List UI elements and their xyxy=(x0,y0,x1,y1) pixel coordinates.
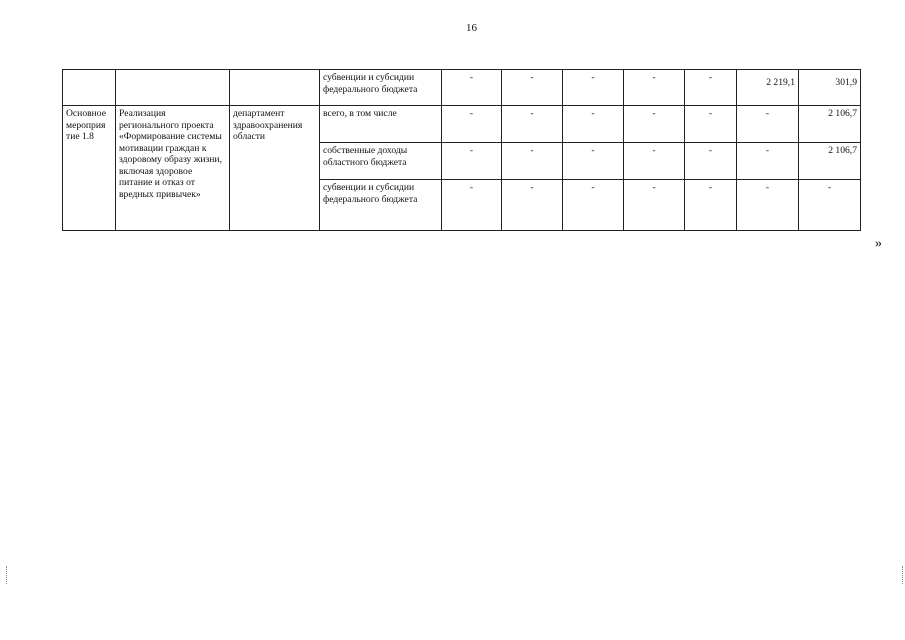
value-cell: - xyxy=(563,106,624,143)
value-cell: 301,9 xyxy=(799,70,861,106)
scan-edge-mark-right xyxy=(902,566,904,584)
table-row xyxy=(63,106,861,143)
table-row xyxy=(63,70,861,106)
value-cell: - xyxy=(685,180,737,231)
page-number: 16 xyxy=(466,22,477,34)
executor-cell xyxy=(230,70,320,106)
value-cell: - xyxy=(737,180,799,231)
value-cell: - xyxy=(442,70,502,106)
executor-cell: департамент здравоохранения области xyxy=(230,106,320,231)
value-cell: - xyxy=(563,70,624,106)
measure-name-cell: Реализация регионального проекта «Формирование системы мотивации граждан к здоровому образу жизни, включая здоровое питание и отказ от вредных привычек» xyxy=(116,106,230,231)
value-cell: 2 219,1 xyxy=(737,70,799,106)
value-cell: - xyxy=(442,143,502,180)
measure-code-cell: Основное мероприя тие 1.8 xyxy=(63,106,116,231)
value-cell: - xyxy=(563,180,624,231)
value-cell: - xyxy=(624,70,685,106)
value-cell: - xyxy=(685,70,737,106)
funding-source-cell: субвенции и субсидии федерального бюджета xyxy=(320,70,442,106)
value-cell: - xyxy=(624,180,685,231)
budget-table xyxy=(62,69,861,231)
measure-code-cell xyxy=(63,70,116,106)
value-cell: - xyxy=(737,106,799,143)
value-cell: - xyxy=(502,106,563,143)
value-cell: - xyxy=(737,143,799,180)
funding-source-cell: субвенции и субсидии федерального бюджета xyxy=(320,180,442,231)
value-cell: - xyxy=(502,70,563,106)
value-cell: - xyxy=(442,106,502,143)
value-cell: - xyxy=(685,143,737,180)
value-cell: - xyxy=(442,180,502,231)
value-cell: 2 106,7 xyxy=(799,143,861,180)
value-cell: - xyxy=(502,143,563,180)
measure-name-cell xyxy=(116,70,230,106)
closing-quote-mark: » xyxy=(875,236,882,251)
value-cell: 2 106,7 xyxy=(799,106,861,143)
value-cell: - xyxy=(563,143,624,180)
funding-source-cell: собственные доходы областного бюджета xyxy=(320,143,442,180)
value-cell: - xyxy=(502,180,563,231)
value-cell: - xyxy=(624,143,685,180)
funding-source-cell: всего, в том числе xyxy=(320,106,442,143)
value-cell: - xyxy=(685,106,737,143)
value-cell: - xyxy=(624,106,685,143)
scan-edge-mark-left xyxy=(6,566,8,584)
value-cell: - xyxy=(799,180,861,231)
